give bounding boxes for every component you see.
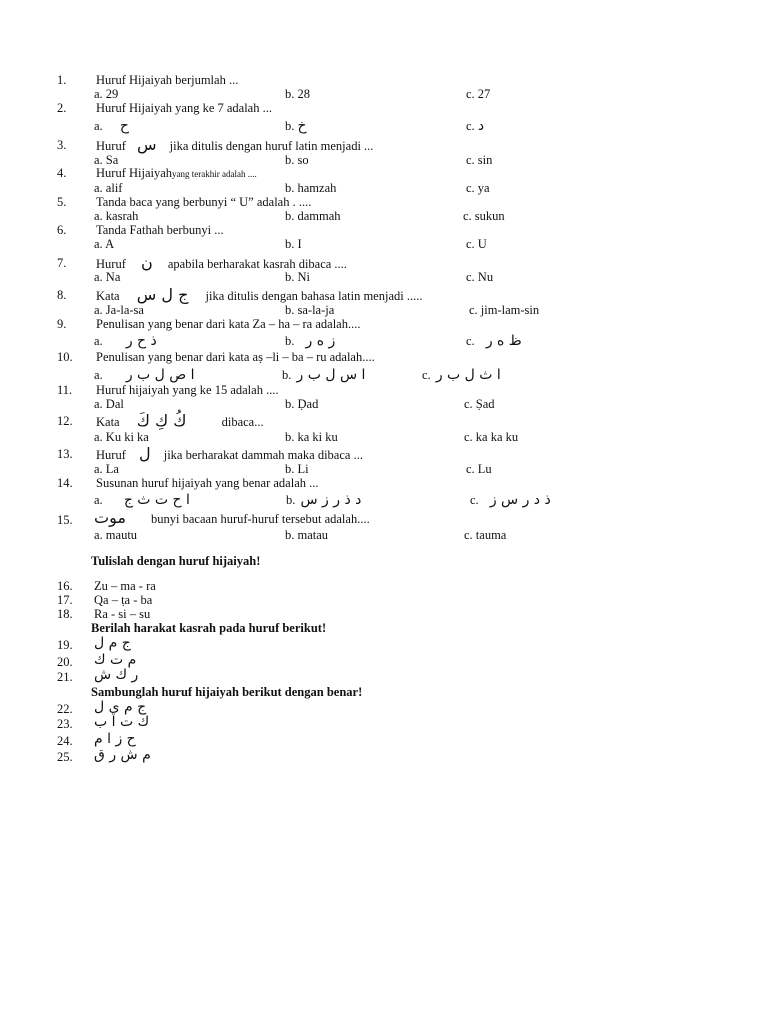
q10-option-a <box>94 368 195 382</box>
q15-text-post: bunyi bacaan huruf-huruf tersebut adalah.... <box>151 512 370 526</box>
q3-option-b: b. so <box>285 153 309 167</box>
q1-number: 1. <box>57 73 67 87</box>
q12-option-b: b. ka ki ku <box>285 430 338 444</box>
q6-option-b: b. I <box>285 237 302 251</box>
q8-arabic: ج ل س <box>136 285 189 304</box>
q10-number: 10. <box>57 350 73 364</box>
q7-option-a: a. Na <box>94 270 121 284</box>
q15-option-a: a. mautu <box>94 528 138 542</box>
q15-arabic: موت <box>94 508 126 527</box>
item18-text: Ra - si – su <box>94 607 151 621</box>
q13-number: 13. <box>57 447 73 461</box>
q1-option-a: a. 29 <box>94 87 119 101</box>
q9-option-b-label: b. <box>285 334 295 348</box>
q8-text <box>96 285 423 304</box>
q12-option-a: a. Ku ki ka <box>94 430 149 444</box>
q14-option-b-label: b. <box>286 493 296 507</box>
q14-text: Susunan huruf hijaiyah yang benar adalah ... <box>96 476 319 490</box>
q9-text: Penulisan yang benar dari kata Za – ha – ra adalah.... <box>96 317 361 331</box>
q4-option-a: a. alif <box>94 181 123 195</box>
q9-option-c <box>466 334 522 348</box>
q14-option-c-label: c. <box>470 493 479 507</box>
q4-option-b: b. hamzah <box>285 181 337 195</box>
q10-option-c-arabic: ا ث ل ب ر <box>435 367 501 383</box>
q3-text-post: jika ditulis dengan huruf latin menjadi ... <box>169 139 374 153</box>
q3-arabic: س <box>136 135 157 154</box>
q12-text-post: dibaca... <box>221 415 264 429</box>
q2-option-a <box>94 119 129 133</box>
q9-number: 9. <box>57 317 67 331</box>
q10-option-c <box>422 368 501 382</box>
q14-option-c-arabic: ذ د ر س ز <box>489 492 551 508</box>
q14-option-a <box>94 493 190 507</box>
item25-number: 25. <box>57 750 73 764</box>
section3-heading: Sambunglah huruf hijaiyah berikut dengan benar! <box>91 685 363 699</box>
q15-option-c: c. tauma <box>464 528 507 542</box>
q1-option-c: c. 27 <box>466 87 491 101</box>
q9-option-a-arabic: ذ ح ر <box>125 333 157 349</box>
q14-number: 14. <box>57 476 73 490</box>
item25-arabic: م ش ر ق <box>94 747 151 763</box>
q13-option-b: b. Li <box>285 462 309 476</box>
q12-arabic: كُ كِ كَ <box>136 411 187 430</box>
q15-option-b: b. matau <box>285 528 329 542</box>
q7-arabic: ن <box>140 253 153 272</box>
q8-option-b: b. sa-la-ja <box>285 303 335 317</box>
q14-option-a-label: a. <box>94 493 103 507</box>
q8-option-c: c. jim-lam-sin <box>469 303 540 317</box>
q12-number: 12. <box>57 414 73 428</box>
q10-text: Penulisan yang benar dari kata aṣ –li – ba – ru adalah.... <box>96 350 375 364</box>
q14-option-a-arabic: ا ح ت ث ج <box>123 492 190 508</box>
item23-number: 23. <box>57 717 73 731</box>
q2-option-c-arabic: د <box>477 118 485 134</box>
q8-number: 8. <box>57 288 67 302</box>
q10-option-a-label: a. <box>94 368 103 382</box>
q12-text <box>96 411 264 430</box>
q4-text-pre: Huruf Hijaiyah <box>96 166 173 180</box>
item20-number: 20. <box>57 655 73 669</box>
q12-text-pre: Kata <box>96 415 120 429</box>
item21-arabic: ر ك ش <box>94 667 139 683</box>
item17-text: Qa – ṭa - ba <box>94 593 153 607</box>
q6-text: Tanda Fathah berbunyi ... <box>96 223 224 237</box>
q5-option-a: a. kasrah <box>94 209 139 223</box>
section2-heading: Berilah harakat kasrah pada huruf berikut! <box>91 621 327 635</box>
q10-option-a-arabic: ا ص ل ب ر <box>125 367 195 383</box>
q10-option-c-label: c. <box>422 368 431 382</box>
q7-text-post: apabila berharakat kasrah dibaca .... <box>167 257 347 271</box>
item23-arabic: ك ت ا ب <box>94 714 150 730</box>
q2-option-c <box>466 119 484 133</box>
q9-option-b-arabic: ز ه ر <box>305 333 336 349</box>
q10-option-b-label: b. <box>282 368 292 382</box>
q13-text-pre: Huruf <box>96 448 126 462</box>
q9-option-b <box>285 334 335 348</box>
q11-option-c: c. Ṣad <box>464 397 495 411</box>
q5-text: Tanda baca yang berbunyi “ U” adalah . .... <box>96 195 312 209</box>
q11-text: Huruf hijaiyah yang ke 15 adalah .... <box>96 383 279 397</box>
q11-number: 11. <box>57 383 73 397</box>
q6-number: 6. <box>57 223 67 237</box>
item16-text: Zu – ma - ra <box>94 579 156 593</box>
q5-number: 5. <box>57 195 67 209</box>
q5-option-c: c. sukun <box>463 209 505 223</box>
q13-arabic: ل <box>138 444 151 463</box>
q2-number: 2. <box>57 101 67 115</box>
q13-option-a: a. La <box>94 462 119 476</box>
section1-heading: Tulislah dengan huruf hijaiyah! <box>91 554 261 568</box>
item16-number: 16. <box>57 579 73 593</box>
q2-text: Huruf Hijaiyah yang ke 7 adalah ... <box>96 101 272 115</box>
item19-arabic: ج م ل <box>94 635 131 651</box>
q8-text-post: jika ditulis dengan bahasa latin menjadi ..... <box>205 289 423 303</box>
q9-option-c-label: c. <box>466 334 475 348</box>
q4-number: 4. <box>57 166 67 180</box>
q10-option-b <box>282 368 365 382</box>
q12-option-c: c. ka ka ku <box>464 430 519 444</box>
item22-arabic: ج م ي ل <box>94 699 147 715</box>
q14-option-b <box>286 493 361 507</box>
q8-text-pre: Kata <box>96 289 120 303</box>
q7-option-c: c. Nu <box>466 270 494 284</box>
q3-number: 3. <box>57 138 67 152</box>
q9-option-a <box>94 334 157 348</box>
q10-option-b-arabic: ا س ل ب ر <box>296 367 366 383</box>
q7-option-b: b. Ni <box>285 270 310 284</box>
q3-text <box>96 135 374 154</box>
q9-option-c-arabic: ظ ه ر <box>485 333 522 349</box>
q1-option-b: b. 28 <box>285 87 310 101</box>
q4-text-small: yang terakhir adalah .... <box>172 169 257 179</box>
q11-option-b: b. Ḍad <box>285 397 319 411</box>
q15-number: 15. <box>57 513 73 527</box>
item24-arabic: ح ز ا م <box>94 731 136 747</box>
q2-option-b <box>285 119 307 133</box>
q2-option-a-arabic: ح <box>119 118 129 134</box>
item21-number: 21. <box>57 670 73 684</box>
q5-option-b: b. dammah <box>285 209 341 223</box>
q4-option-c: c. ya <box>466 181 490 195</box>
q2-option-b-arabic: خ <box>297 118 307 134</box>
q6-option-c: c. U <box>466 237 487 251</box>
q7-number: 7. <box>57 256 67 270</box>
q15-text <box>94 508 370 527</box>
q2-option-a-label: a. <box>94 119 103 133</box>
q6-option-a: a. A <box>94 237 115 251</box>
item18-number: 18. <box>57 607 73 621</box>
q3-text-pre: Huruf <box>96 139 126 153</box>
q13-option-c: c. Lu <box>466 462 492 476</box>
q14-option-b-arabic: د ذ ر ز س <box>300 492 362 508</box>
q2-option-b-label: b. <box>285 119 295 133</box>
q9-option-a-label: a. <box>94 334 103 348</box>
item22-number: 22. <box>57 702 73 716</box>
q7-text-pre: Huruf <box>96 257 126 271</box>
q1-text: Huruf Hijaiyah berjumlah ... <box>96 73 239 87</box>
q13-text <box>96 444 363 463</box>
q14-option-c <box>470 493 551 507</box>
q8-option-a: a. Ja-la-sa <box>94 303 144 317</box>
q3-option-a: a. Sa <box>94 153 119 167</box>
q7-text <box>96 253 347 272</box>
item20-arabic: م ت ك <box>94 652 137 668</box>
q13-text-post: jika berharakat dammah maka dibaca ... <box>163 448 363 462</box>
q11-option-a: a. Dal <box>94 397 124 411</box>
item17-number: 17. <box>57 593 73 607</box>
q4-text <box>96 166 257 181</box>
item24-number: 24. <box>57 734 73 748</box>
item19-number: 19. <box>57 638 73 652</box>
q2-option-c-label: c. <box>466 119 475 133</box>
q3-option-c: c. sin <box>466 153 493 167</box>
